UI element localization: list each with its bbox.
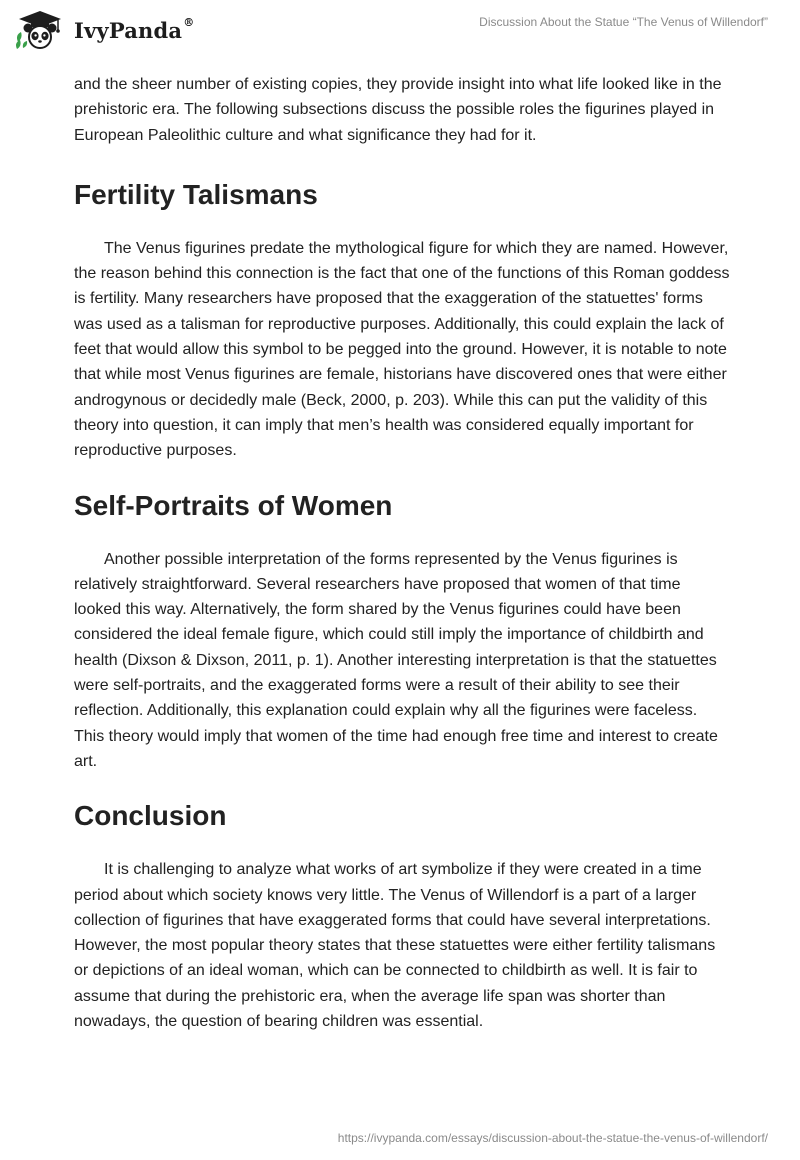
section-heading-self-portraits: Self-Portraits of Women <box>74 489 393 521</box>
intro-paragraph: and the sheer number of existing copies, they provide insight into what life looked like in the prehistoric era. The following subsections discuss the possible roles the figurines played in European Paleolithic culture and what significance they had for it. <box>74 76 722 144</box>
ivypanda-logo[interactable] <box>14 10 194 50</box>
essay-content <box>74 72 730 1034</box>
page-header <box>0 0 800 60</box>
section-paragraph-conclusion: It is challenging to analyze what works of art symbolize if they were created in a time period about which society knows very little. The Venus of Willendorf is a part of a larger collection of figurines that have exaggerated forms that could have several interpretations. However, the most popular theory states that these statuettes were either fertility talismans or depictions of an ideal woman, which can be connected to childbirth as well. It is fair to assume that during the prehistoric era, when the average life span was shorter than nowadays, the question of bearing children was essential. <box>74 861 716 1031</box>
section-heading-conclusion: Conclusion <box>74 800 227 832</box>
panda-graduate-icon <box>14 10 66 50</box>
registered-mark: ® <box>183 15 195 29</box>
source-url[interactable]: https://ivypanda.com/essays/discussion-about-the-statue-the-venus-of-willendorf/ <box>337 1131 768 1145</box>
section-paragraph-self-portraits: Another possible interpretation of the forms represented by the Venus figurines is relatively straightforward. Several researchers have proposed that women of that time looked this way. Alternatively, the form shared by the Venus figurines could have been considered the ideal female figure, which could still imply the importance of childbirth and health (Dixson & Dixson, 2011, p. 1). Another interesting interpretation is that the statuettes were self-portraits, and the exaggerated forms were a result of their ability to see their reflection. Additionally, this explanation could explain why all the figurines were faceless. This theory would imply that women of the time had enough free time and interest to create art. <box>74 550 718 770</box>
section-heading-fertility: Fertility Talismans <box>74 178 318 210</box>
document-title: Discussion About the Statue “The Venus of Willendorf” <box>479 15 768 29</box>
brand-name: IvyPanda® <box>74 15 195 43</box>
section-paragraph-fertility: The Venus figurines predate the mythological figure for which they are named. However, the reason behind this connection is the fact that one of the functions of this Roman goddess is fertility. Many researchers have proposed that the exaggeration of the statuettes' forms was used as a talisman for reproductive purposes. Additionally, this could explain the lack of feet that would allow this symbol to be pegged into the ground. However, it is notable to note that while most Venus figurines are female, historians have discovered ones that were either androgynous or decidedly male (Beck, 2000, p. 203). While this can put the validity of this theory into question, it can imply that men’s health was considered equally important for reproductive purposes. <box>74 239 730 460</box>
